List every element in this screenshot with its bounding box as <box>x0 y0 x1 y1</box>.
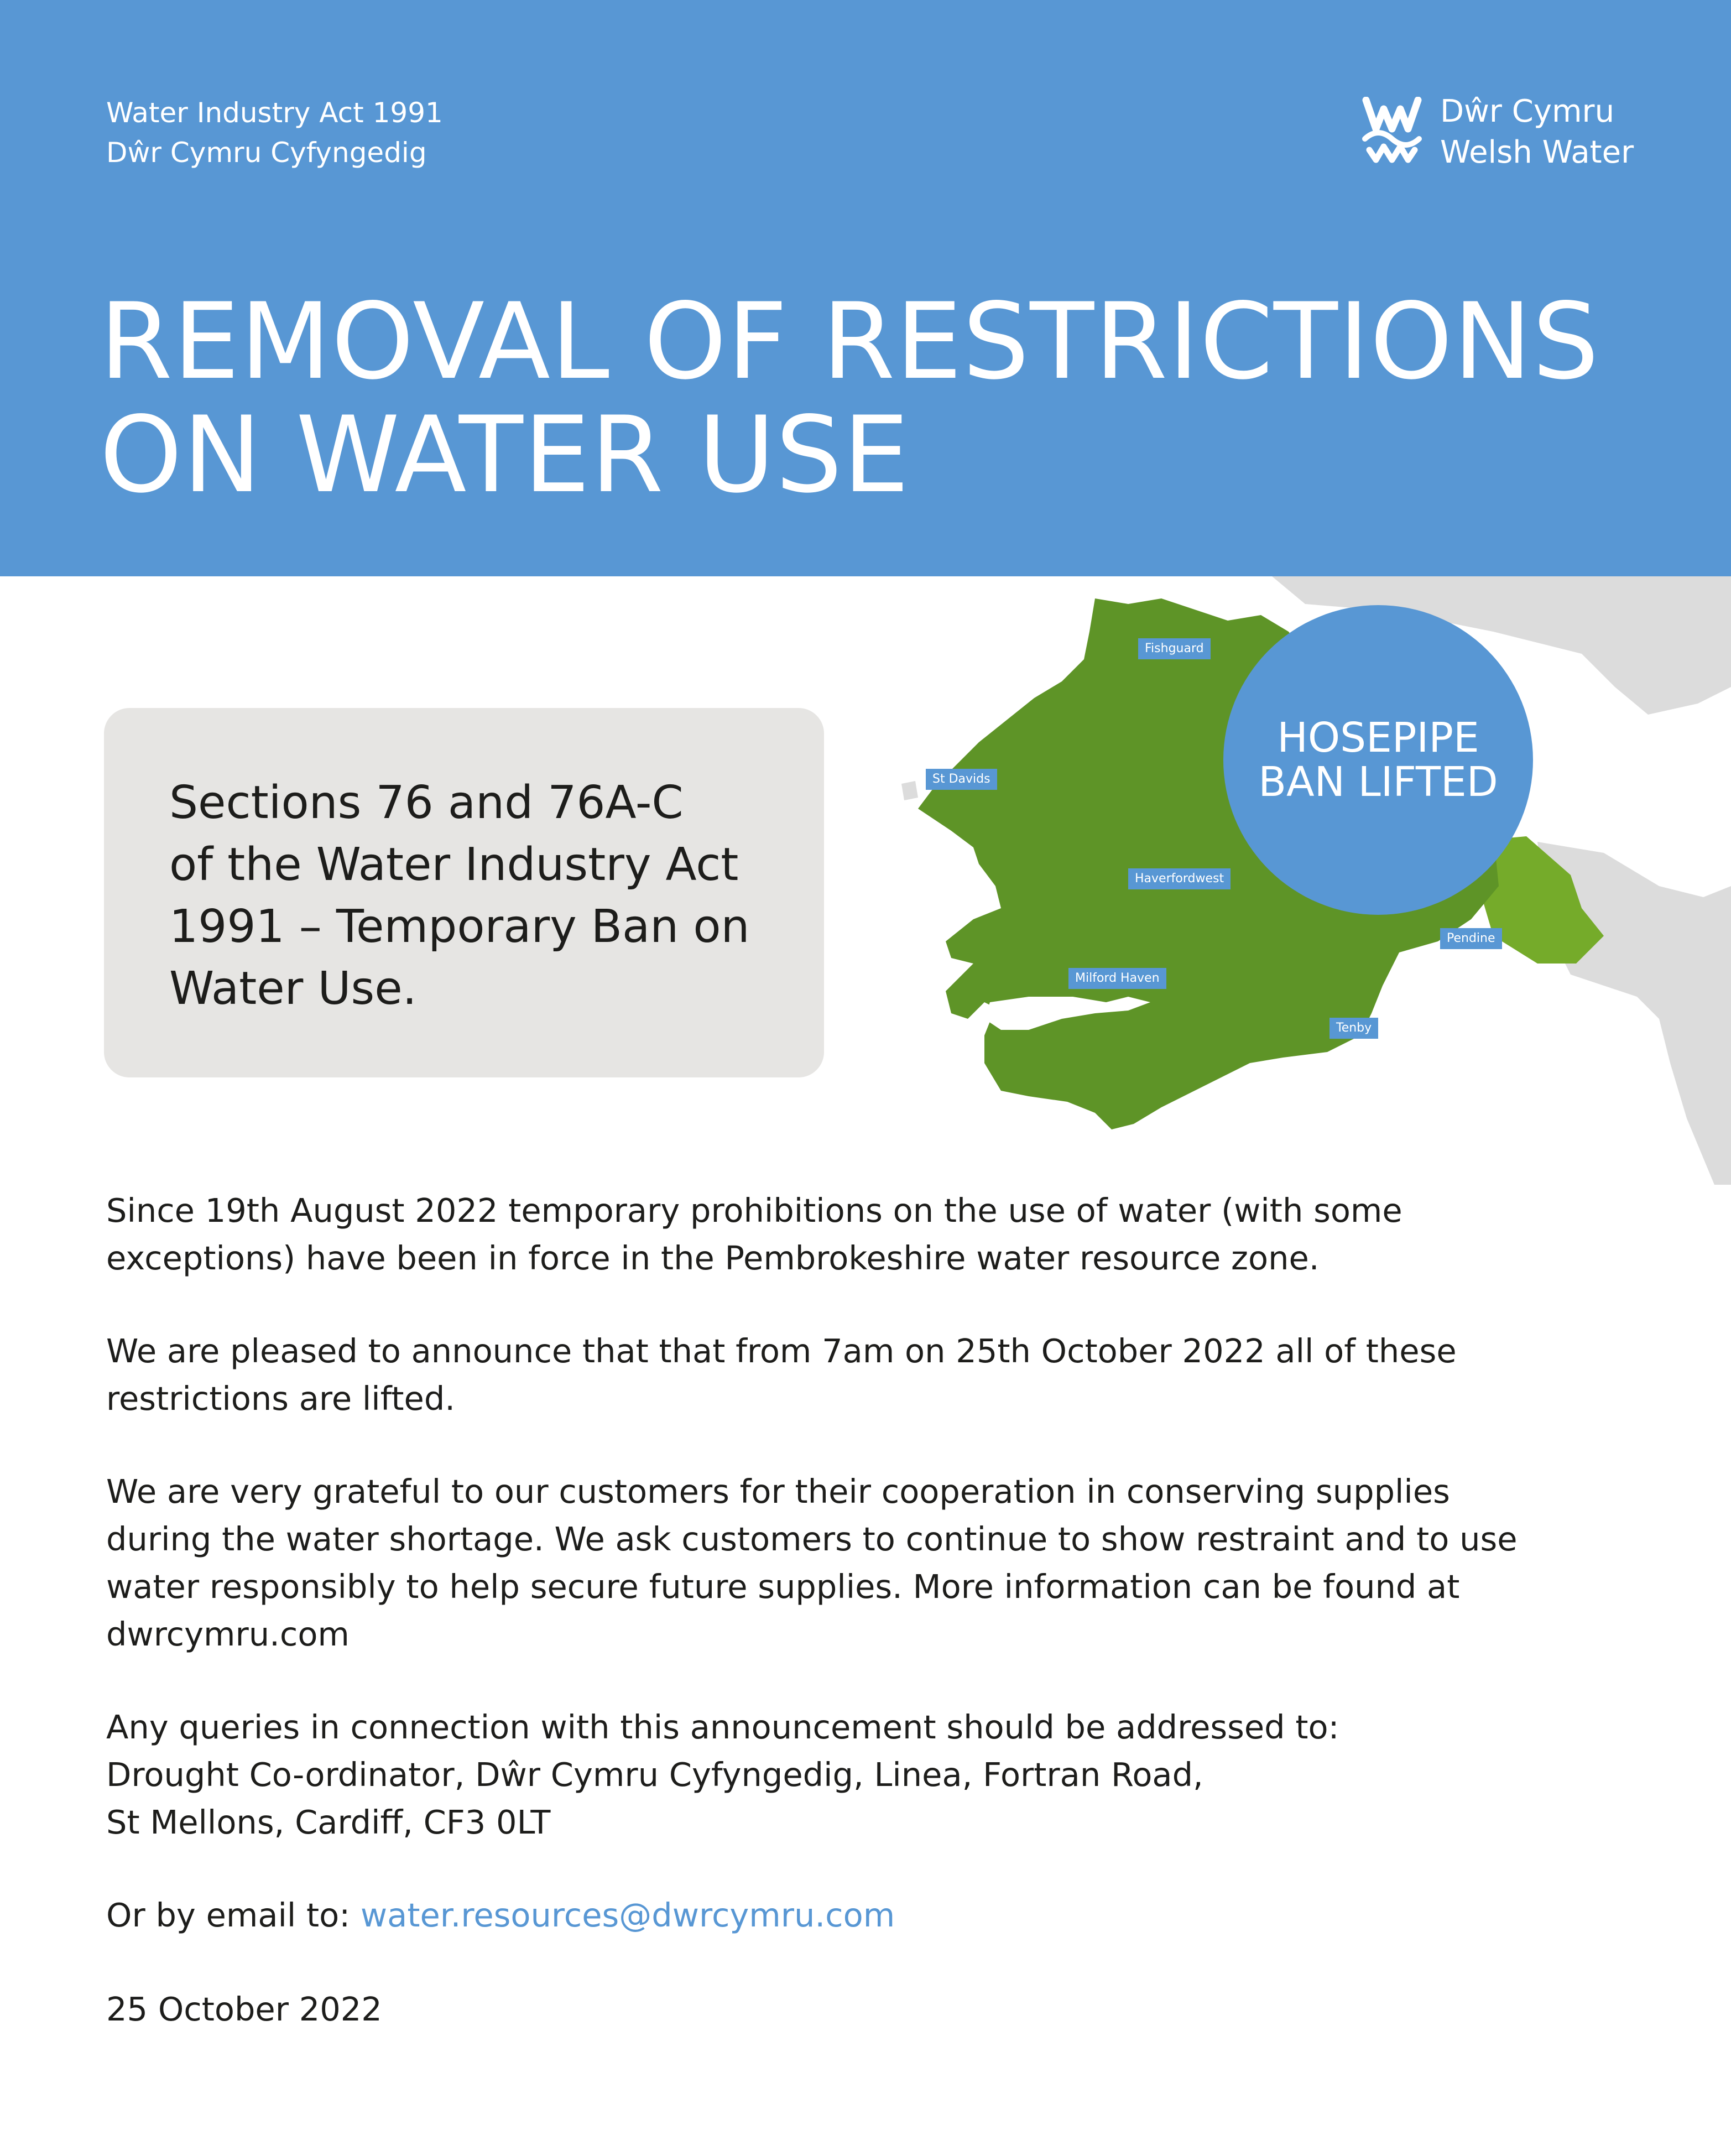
paragraph-line: water responsibly to help secure future supplies. More information can be found at <box>106 1567 1460 1606</box>
paragraph-line: St Mellons, Cardiff, CF3 0LT <box>106 1803 551 1841</box>
email-line <box>106 1892 1633 1939</box>
legislation-line-4: Water Use. <box>169 962 417 1015</box>
logo-line-1: Dŵr Cymru <box>1440 93 1615 129</box>
paragraph-line: during the water shortage. We ask customers to continue to show restraint and to use <box>106 1520 1518 1558</box>
date-text: 25 October 2022 <box>106 1990 382 2028</box>
title-line-2: ON WATER USE <box>100 394 910 516</box>
page-title <box>100 280 1600 516</box>
act-reference <box>106 93 443 173</box>
badge-line-1: HOSEPIPE <box>1277 714 1479 762</box>
header-banner <box>0 0 1731 576</box>
email-prefix: Or by email to: <box>106 1896 351 1934</box>
town-label-st-davids: St Davids <box>926 769 997 790</box>
notice-date <box>106 1986 1633 2033</box>
legislation-box <box>104 708 824 1077</box>
paragraph-line: We are very grateful to our customers for their cooperation in conserving supplies <box>106 1472 1450 1511</box>
town-label-pendine: Pendine <box>1440 928 1502 949</box>
paragraph-line: dwrcymru.com <box>106 1615 350 1653</box>
town-label-milford-haven: Milford Haven <box>1068 968 1166 989</box>
title-line-1: REMOVAL OF RESTRICTIONS <box>100 280 1600 403</box>
logo-line-2: Welsh Water <box>1440 134 1634 170</box>
legislation-text <box>169 772 778 1020</box>
town-label-fishguard: Fishguard <box>1138 638 1211 659</box>
dwr-cymru-w-wave-logo-icon <box>1362 97 1422 163</box>
town-label-tenby: Tenby <box>1329 1018 1378 1039</box>
paragraph-line: We are pleased to announce that that from 7am on 25th October 2022 all of these <box>106 1332 1457 1370</box>
legislation-line-3: 1991 – Temporary Ban on <box>169 900 750 953</box>
badge-line-2: BAN LIFTED <box>1258 758 1498 806</box>
small-island <box>901 781 918 800</box>
paragraph-line: restrictions are lifted. <box>106 1379 456 1418</box>
paragraph-queries <box>106 1704 1633 1846</box>
dwr-cymru-logo <box>1362 91 1649 174</box>
paragraph-line: Since 19th August 2022 temporary prohibitions on the use of water (with some <box>106 1191 1402 1230</box>
logo-text <box>1440 91 1634 173</box>
paragraph-prohibitions <box>106 1187 1633 1282</box>
paragraph-email <box>106 1892 1633 1939</box>
paragraph-announcement <box>106 1327 1633 1423</box>
legislation-line-2: of the Water Industry Act <box>169 839 739 891</box>
paragraph-line: Drought Co-ordinator, Dŵr Cymru Cyfyngedig, Linea, Fortran Road, <box>106 1756 1203 1794</box>
email-link[interactable]: water.resources@dwrcymru.com <box>360 1896 895 1934</box>
paragraph-thanks <box>106 1468 1633 1658</box>
act-line-1: Water Industry Act 1991 <box>106 97 443 129</box>
paragraph-line: Any queries in connection with this announcement should be addressed to: <box>106 1708 1339 1746</box>
paragraph-line: exceptions) have been in force in the Pembrokeshire water resource zone. <box>106 1239 1320 1277</box>
legislation-line-1: Sections 76 and 76A-C <box>169 777 684 829</box>
town-label-haverfordwest: Haverfordwest <box>1128 868 1231 889</box>
hosepipe-ban-lifted-badge <box>1223 605 1533 915</box>
act-line-2: Dŵr Cymru Cyfyngedig <box>106 137 427 169</box>
